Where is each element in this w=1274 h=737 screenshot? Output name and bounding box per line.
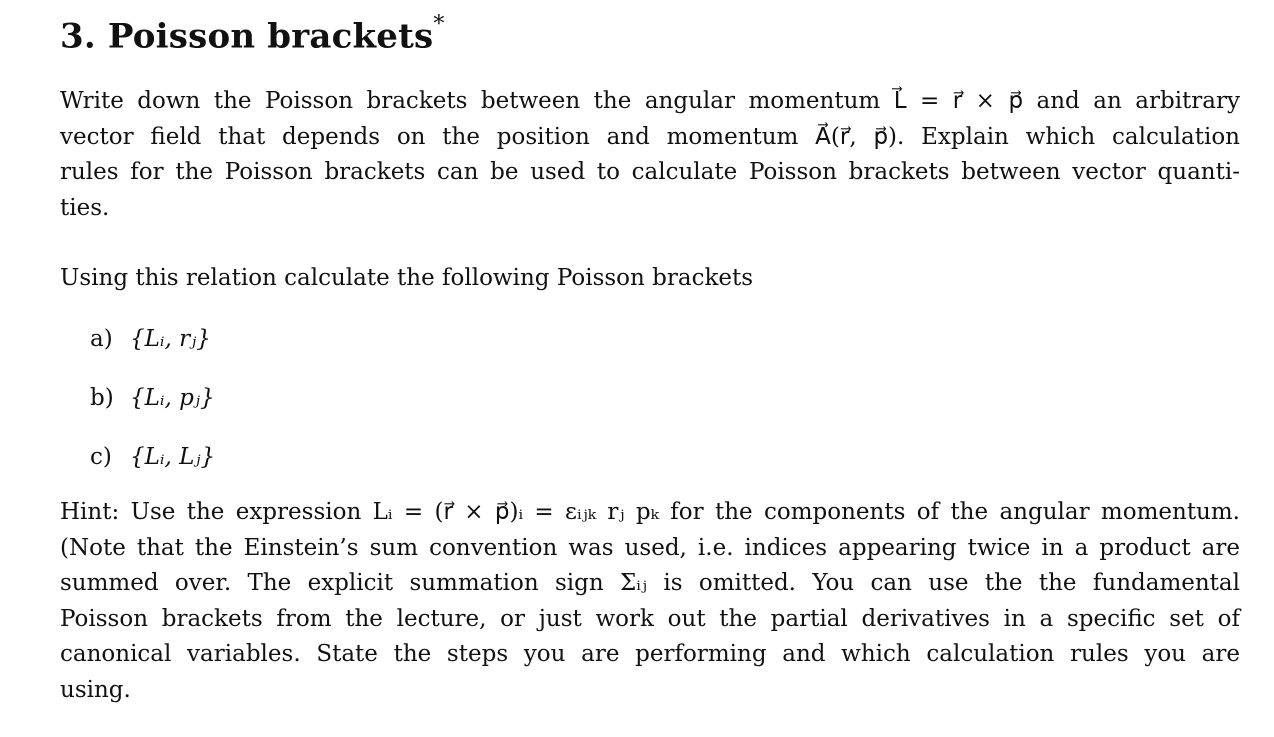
hint-line: (Note that the Einstein’s sum convention was used, i.e. indices appearing twice in a product are <box>60 534 1240 561</box>
exercise-title <box>60 8 445 57</box>
list-item-marker: b) <box>90 385 114 411</box>
list-item <box>90 322 211 356</box>
hint-line: Hint: Use the expression Lᵢ = (r⃗ × p⃗)ᵢ = εᵢⱼₖ rⱼ pₖ for the components of the angular momentum. <box>60 499 1240 525</box>
intro-line: Write down the Poisson brackets between the angular momentum L⃗ = r⃗ × p⃗ and an arbitrary <box>60 88 1240 114</box>
hint-line: using. <box>60 676 131 703</box>
list-item-expression: {Lᵢ, rⱼ} <box>130 326 211 352</box>
hint-line: canonical variables. State the steps you are performing and which calculation rules you are <box>60 641 1240 667</box>
intro-paragraph <box>60 84 1240 226</box>
hint-line: summed over. The explicit summation sign Σᵢⱼ is omitted. You can use the the fundamental <box>60 570 1240 596</box>
exercise-title-footnote-mark: * <box>433 12 445 37</box>
hint-line: Poisson brackets from the lecture, or just work out the partial derivatives in a specific set of <box>60 605 1240 632</box>
using-paragraph <box>60 261 1240 297</box>
list-item-expression: {Lᵢ, pⱼ} <box>130 385 215 411</box>
intro-line: ties. <box>60 194 110 221</box>
intro-line: vector field that depends on the position and momentum A⃗(r⃗, p⃗). Explain which calculation <box>60 123 1240 150</box>
list-item-marker: a) <box>90 326 113 352</box>
hint-paragraph <box>60 495 1240 708</box>
list-item-marker: c) <box>90 444 112 470</box>
list-item <box>90 440 215 474</box>
list-item <box>90 381 215 415</box>
using-line: Using this relation calculate the following Poisson brackets <box>60 265 754 291</box>
exercise-title-text: 3. Poisson brackets <box>60 16 434 57</box>
list-item-expression: {Lᵢ, Lⱼ} <box>130 444 216 470</box>
intro-line: rules for the Poisson brackets can be used to calculate Poisson brackets between vector quanti- <box>60 159 1240 185</box>
